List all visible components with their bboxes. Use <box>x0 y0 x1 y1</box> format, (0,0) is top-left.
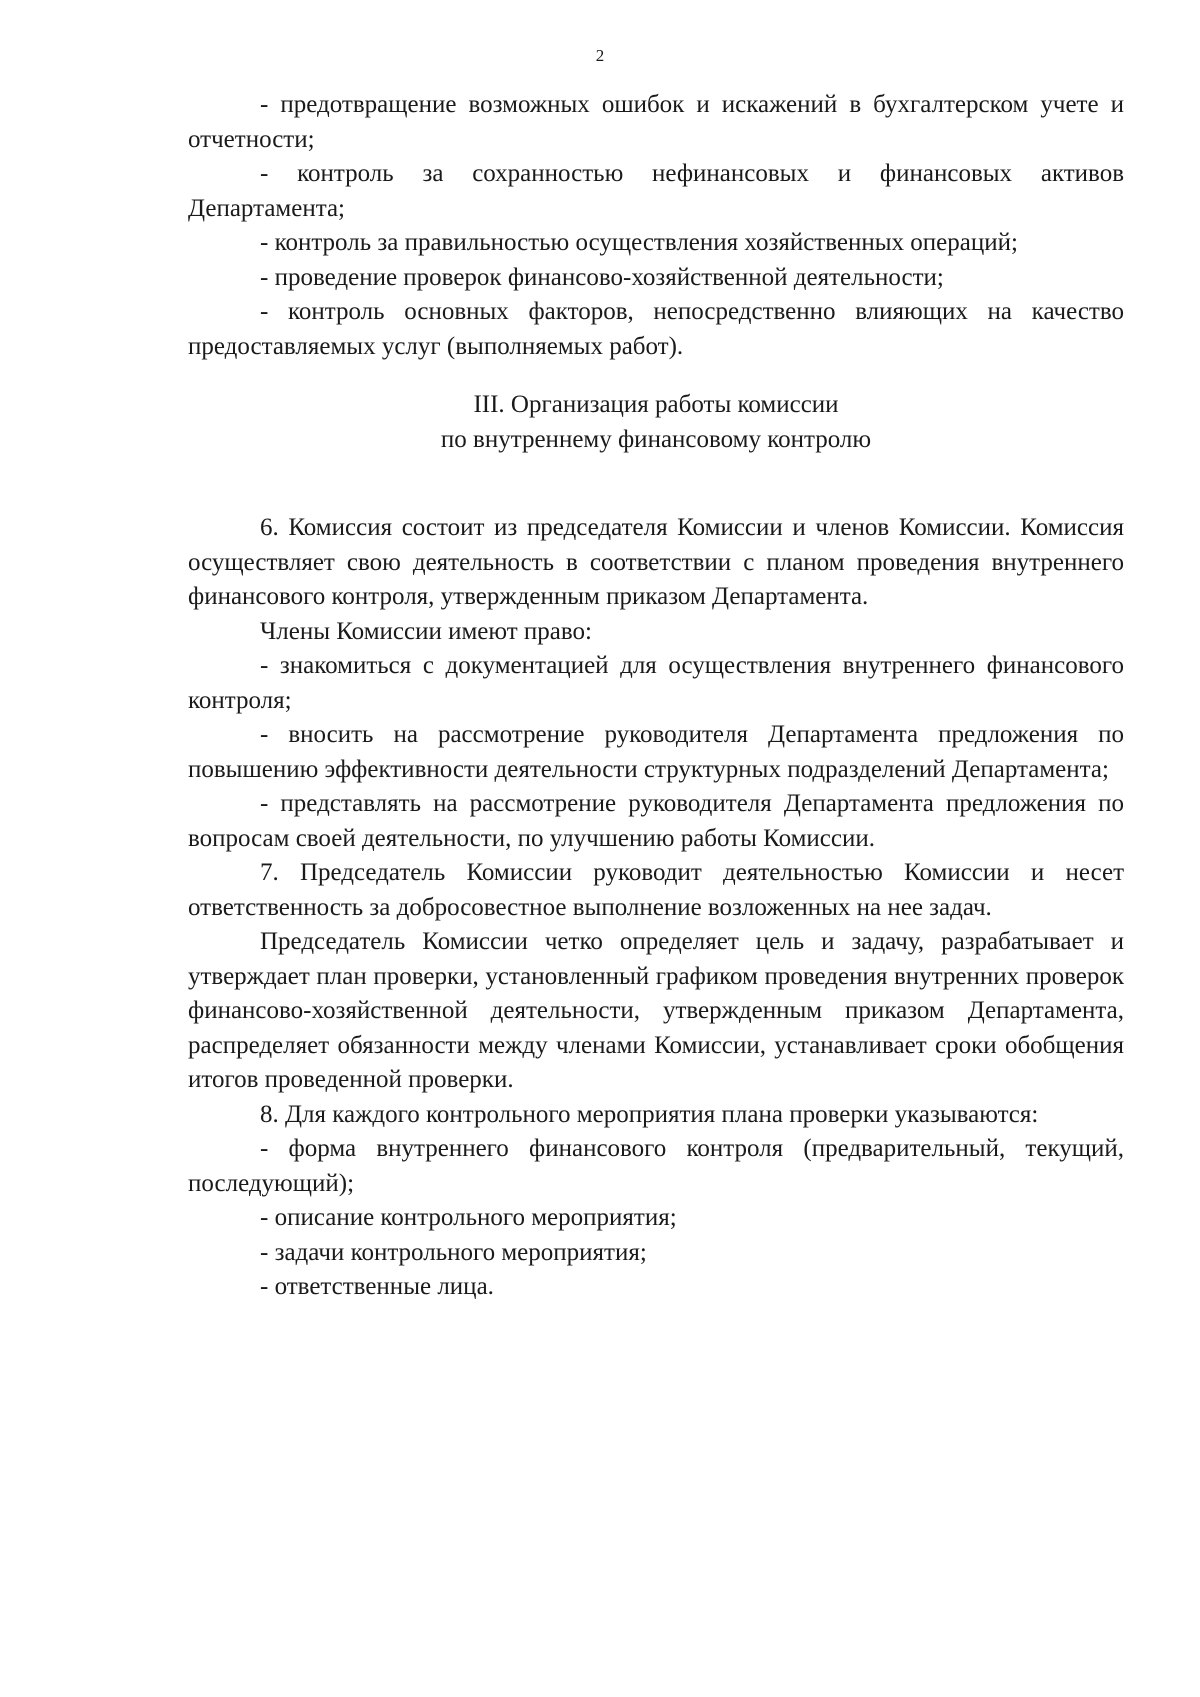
list-item: - контроль за правильностью осуществления хозяйственных операций; <box>260 229 1018 256</box>
list-item: - представлять на рассмотрение руководителя Департамента предложения по вопросам своей деятельности, по улучшению работы Комиссии. <box>188 790 1124 852</box>
section-heading-line-1: III. Организация работы комиссии <box>473 391 839 418</box>
list-item: - ответственные лица. <box>260 1273 494 1300</box>
section-heading-line-2: по внутреннему финансовому контролю <box>440 425 872 453</box>
document-body <box>188 88 1124 1305</box>
list-item: - задачи контрольного мероприятия; <box>260 1238 647 1266</box>
list-item: - предотвращение возможных ошибок и искажений в бухгалтерском учете и отчетности; <box>188 91 1124 153</box>
paragraph: 6. Комиссия состоит из председателя Комиссии и членов Комиссии. Комиссия осуществляет свою деятельность в соответствии с планом проведения внутреннего финансового контроля, утвержденным приказом Департамента. <box>188 514 1124 610</box>
paragraph: 8. Для каждого контрольного мероприятия плана проверки указываются: <box>260 1100 1039 1128</box>
section-heading <box>188 388 1124 457</box>
list-item: - описание контрольного мероприятия; <box>260 1204 677 1231</box>
list-item: - вносить на рассмотрение руководителя Департамента предложения по повышению эффективности деятельности структурных подразделений Департамента; <box>188 721 1124 783</box>
list-item: - проведение проверок финансово-хозяйственной деятельности; <box>260 263 944 291</box>
list-item: - знакомиться с документацией для осуществления внутреннего финансового контроля; <box>188 652 1124 714</box>
paragraph: Члены Комиссии имеют право: <box>260 617 592 645</box>
paragraph: 7. Председатель Комиссии руководит деятельностью Комиссии и несет ответственность за добросовестное выполнение возложенных на нее задач. <box>188 859 1124 921</box>
list-item: - контроль основных факторов, непосредственно влияющих на качество предоставляемых услуг (выполняемых работ). <box>188 298 1124 360</box>
list-item: - форма внутреннего финансового контроля (предварительный, текущий, последующий); <box>188 1135 1124 1197</box>
list-item: - контроль за сохранностью нефинансовых и финансовых активов Департамента; <box>188 160 1124 222</box>
page-number: 2 <box>595 46 605 65</box>
paragraph: Председатель Комиссии четко определяет цель и задачу, разрабатывает и утверждает план проверки, установленный графиком проведения внутренних проверок финансово-хозяйственной деятельности, утвержденным приказом Департамента, распределяет обязанности между членами Комиссии, устанавливает сроки обобщения итогов проведенной проверки. <box>188 928 1124 1093</box>
